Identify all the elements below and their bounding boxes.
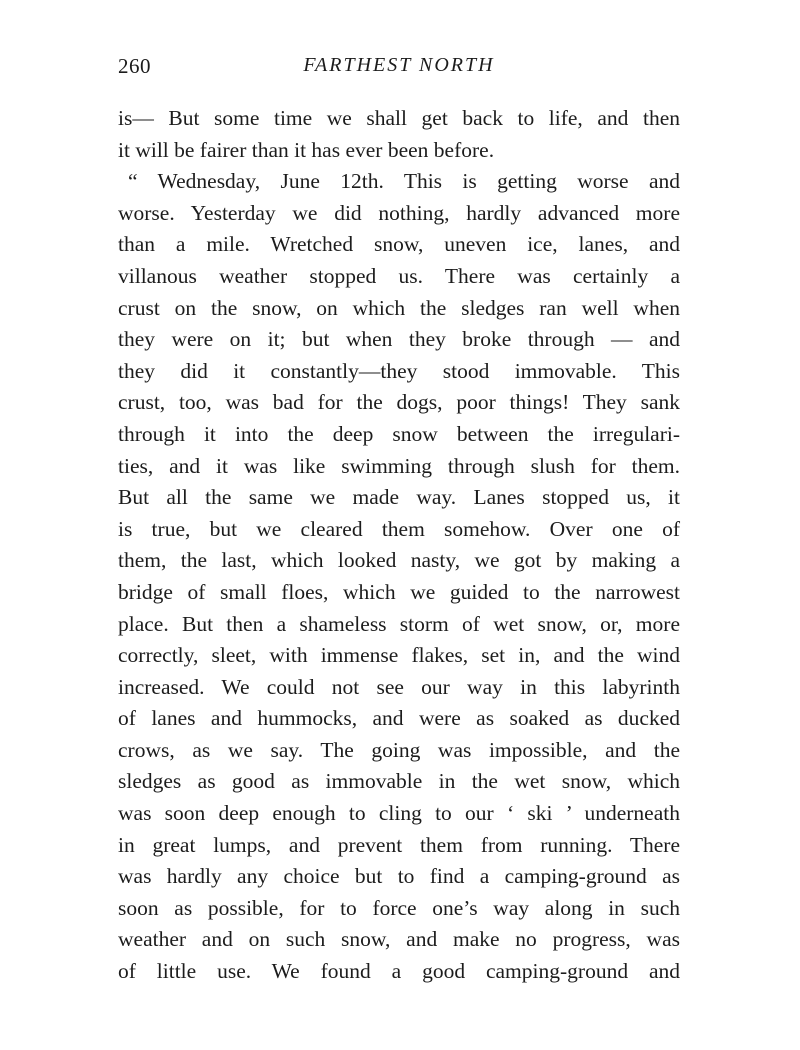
- text-line: than a mile. Wretched snow, uneven ice, lanes, and: [118, 232, 680, 257]
- page-number: 260: [118, 54, 151, 78]
- text-line: ties, and it was like swimming through slush for them.: [118, 453, 680, 478]
- text-line: is— But some time we shall get back to life, and then: [118, 106, 680, 130]
- text-line: bridge of small floes, which we guided to the narrowest: [118, 579, 680, 604]
- text-line: of lanes and hummocks, and were as soaked as ducked: [118, 706, 680, 731]
- text-line: “ Wednesday, June 12th. This is getting worse and: [128, 169, 680, 194]
- text-line: in great lumps, and prevent them from running. There: [118, 832, 680, 857]
- text-line: was soon deep enough to cling to our ‘ ski ’ underneath: [118, 801, 680, 826]
- body-text: [118, 103, 680, 988]
- text-line: sledges as good as immovable in the wet snow, which: [118, 769, 680, 794]
- text-line: them, the last, which looked nasty, we got by making a: [118, 548, 680, 573]
- text-line: crows, as we say. The going was impossible, and the: [118, 737, 680, 762]
- text-line: worse. Yesterday we did nothing, hardly advanced more: [118, 200, 680, 225]
- text-line: crust, too, was bad for the dogs, poor things! They sank: [118, 390, 680, 415]
- text-line: correctly, sleet, with immense flakes, set in, and the wind: [118, 643, 680, 668]
- text-line: they did it constantly—they stood immovable. This: [118, 358, 680, 383]
- text-line: was hardly any choice but to find a camping-ground as: [118, 864, 680, 889]
- text-line: weather and on such snow, and make no progress, was: [118, 927, 680, 952]
- text-line: is true, but we cleared them somehow. Over one of: [118, 516, 680, 541]
- text-line: they were on it; but when they broke through — and: [118, 327, 680, 352]
- text-line: increased. We could not see our way in this labyrinth: [118, 674, 680, 699]
- text-line: place. But then a shameless storm of wet snow, or, more: [118, 611, 680, 636]
- text-line: through it into the deep snow between the irregulari-: [118, 421, 680, 446]
- text-line: of little use. We found a good camping-ground and: [118, 959, 680, 984]
- text-line: But all the same we made way. Lanes stopped us, it: [118, 485, 680, 510]
- text-line: it will be fairer than it has ever been before.: [118, 137, 495, 162]
- text-line: crust on the snow, on which the sledges ran well when: [118, 295, 680, 320]
- text-line: soon as possible, for to force one’s way along in such: [118, 895, 680, 920]
- running-title: FARTHEST NORTH: [303, 54, 495, 76]
- text-line: villanous weather stopped us. There was certainly a: [118, 263, 680, 288]
- page-header: [118, 54, 680, 84]
